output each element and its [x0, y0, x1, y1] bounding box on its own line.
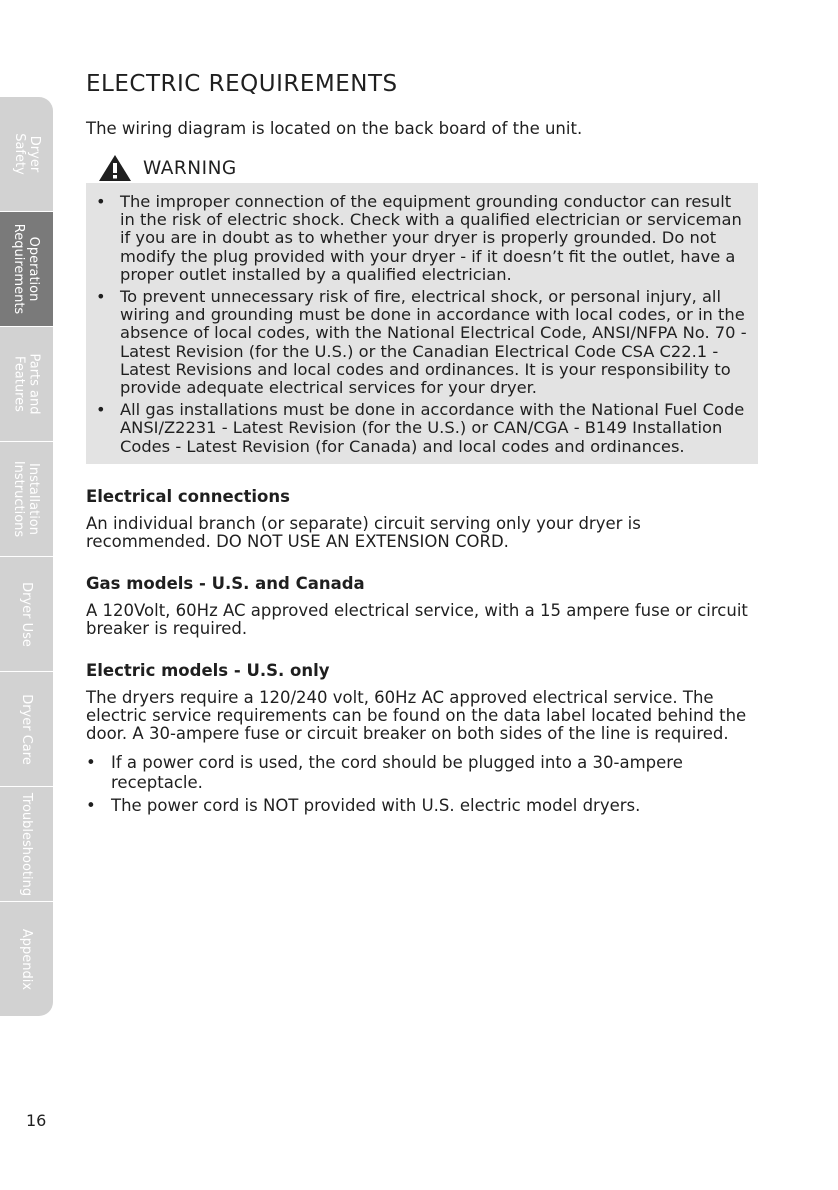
side-tab-installation-instructions[interactable] — [0, 442, 53, 557]
warning-header — [86, 153, 756, 183]
warning-item: • To prevent unnecessary risk of fire, electrical shock, or personal injury, all wiring and grounding must be done in accordance with local codes, or in the absence of local codes, with the National Electrical Code, ANSI/NFPA No. 70 - Latest Revision (for the U.S.) or the Canadian Electrical Code CSA C22.1 - Latest Revisions and local codes and ordinances. It is your responsibility to provide adequate electrical services for your dryer. — [94, 288, 748, 397]
warning-list — [94, 193, 748, 456]
page-content — [86, 68, 756, 819]
side-tab-troubleshooting[interactable] — [0, 787, 53, 902]
warning-title: WARNING — [143, 157, 237, 179]
warning-box — [86, 183, 758, 464]
section-heading-electrical-connections: Electrical connections — [86, 486, 290, 506]
warning-triangle-icon — [98, 154, 132, 182]
side-tab-dryer-use[interactable] — [0, 557, 53, 672]
section-text-gas-models: A 120Volt, 60Hz AC approved electrical service, with a 15 ampere fuse or circuit breaker is required. — [86, 600, 748, 638]
warning-item: • The improper connection of the equipment grounding conductor can result in the risk of electric shock. Check with a qualified electrician or serviceman if you are in doubt as to whether your dryer is properly grounded. Do not modify the plug provided with your dryer - if it doesn’t fit the outlet, have a proper outlet installed by a qualified electrician. — [94, 193, 748, 284]
section-heading-electric-models: Electric models - U.S. only — [86, 660, 330, 680]
section-heading-gas-models: Gas models - U.S. and Canada — [86, 573, 365, 593]
side-tab-label: Operation Requirements — [11, 223, 42, 315]
side-tab-operation-requirements[interactable] — [0, 212, 53, 327]
section-text-electrical-connections: An individual branch (or separate) circuit serving only your dryer is recommended. DO NOT USE AN EXTENSION CORD. — [86, 513, 641, 551]
page-number: 16 — [26, 1111, 47, 1130]
side-tab-label: Installation Instructions — [11, 460, 42, 538]
list-item: • The power cord is NOT provided with U.S. electric model dryers. — [86, 796, 756, 816]
side-tab-appendix[interactable] — [0, 902, 53, 1016]
electric-models-list — [86, 753, 756, 816]
section-text-electric-models: The dryers require a 120/240 volt, 60Hz AC approved electrical service. The electric service requirements can be found on the data label located behind the door. A 30-ampere fuse or circuit breaker on both sides of the line is required. — [86, 687, 747, 743]
page-title: ELECTRIC REQUIREMENTS — [86, 71, 398, 97]
side-tab-dryer-care[interactable] — [0, 672, 53, 787]
side-tab-label: Appendix — [19, 928, 35, 990]
side-tab-label: Dryer Care — [19, 693, 34, 765]
side-tab-label: Parts and Features — [11, 353, 42, 415]
side-tab-strip — [0, 97, 53, 1016]
warning-item: • All gas installations must be done in accordance with the National Fuel Code ANSI/Z2231 - Latest Revision (for the U.S.) or CAN/CGA - B149 Installation Codes - Latest Revision (for Canada) and local codes and ordinances. — [94, 401, 748, 456]
intro-text: The wiring diagram is located on the back board of the unit. — [86, 119, 583, 138]
side-tab-label: Dryer Use — [19, 581, 34, 647]
side-tab-parts-and-features[interactable] — [0, 327, 53, 442]
side-tab-label: Dryer Safety — [11, 133, 42, 175]
side-tab-label: Troubleshooting — [19, 792, 35, 896]
side-tab-dryer-safety[interactable] — [0, 97, 53, 212]
list-item: • If a power cord is used, the cord should be plugged into a 30-ampere receptacle. — [86, 753, 756, 793]
